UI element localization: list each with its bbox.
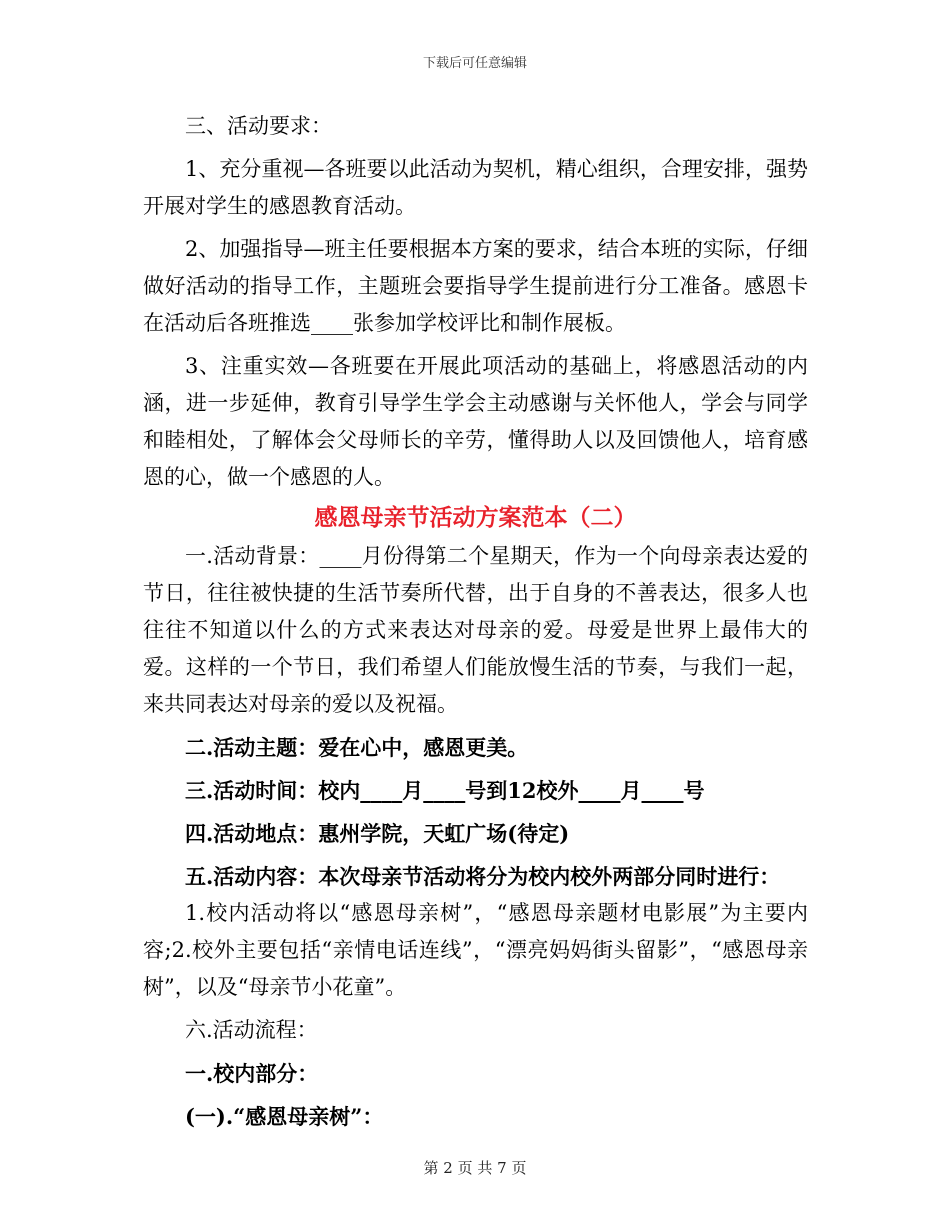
plan-title: 感恩母亲节活动方案范本（二）: [314, 504, 637, 531]
requirement-item-1: 1、充分重视—各班要以此活动为契机，精心组织，合理安排，强势开展对学生的感恩教育活动。: [143, 157, 808, 218]
requirement-item-3: 3、注重实效—各班要在开展此项活动的基础上，将感恩活动的内涵，进一步延伸，教育引导学生学会主动感谢与关怀他人，学会与同学和睦相处，了解体会父母师长的辛劳，懂得助人以及回馈他人，培育感恩的心，做一个感恩的人。: [143, 354, 808, 489]
activity-place: 四.活动地点：惠州学院，天虹广场(待定): [185, 821, 570, 846]
page-header: 下载后可任意编辑: [422, 56, 527, 71]
page-footer: 第 2 页 共 7 页: [423, 1159, 527, 1177]
campus-section-heading: 一.校内部分：: [185, 1061, 319, 1086]
activity-content-body: 1.校内活动将以“感恩母亲树”，“感恩母亲题材电影展”为主要内容;2.校外主要包括“亲情电话连线”，“漂亮妈妈街头留影”，“感恩母亲树”，以及“母亲节小花童”。: [143, 901, 808, 999]
activity-background: 一.活动背景：____月份得第二个星期天，作为一个向母亲表达爱的节日，往往被快捷的生活节奏所代替，出于自身的不善表达，很多人也往往不知道以什么的方式来表达对母亲的爱。母爱是世界上最伟大的爱。这样的一个节日，我们希望人们能放慢生活的节奏，与我们一起，来共同表达对母亲的爱以及祝福。: [143, 544, 808, 716]
document-body: [143, 108, 808, 1135]
activity-content-heading: 五.活动内容：本次母亲节活动将分为校内校外两部分同时进行：: [185, 864, 781, 889]
activity-theme: 二.活动主题：爱在心中，感恩更美。: [185, 735, 529, 760]
section-heading-requirements: 三、活动要求：: [185, 114, 332, 138]
activity-time: 三.活动时间：校内____月____号到12校外____月____号: [185, 778, 705, 803]
gratitude-tree-heading: (一).“感恩母亲树”：: [185, 1104, 384, 1129]
activity-flow-heading: 六.活动流程：: [185, 1018, 318, 1042]
requirement-item-2: 2、加强指导—班主任要根据本方案的要求，结合本班的实际，仔细做好活动的指导工作，主题班会要指导学生提前进行分工准备。感恩卡在活动后各班推选____张参加学校评比和制作展板。: [143, 237, 808, 335]
